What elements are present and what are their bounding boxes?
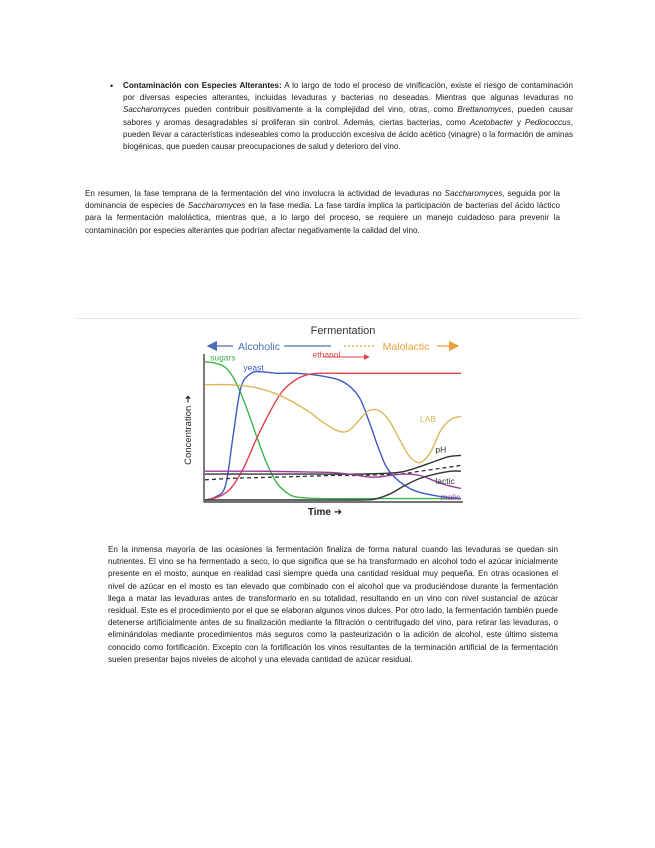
- series-yeast-line: [205, 372, 461, 500]
- fermentation-chart: [175, 318, 475, 523]
- series-label-sugars: sugars: [210, 352, 236, 363]
- bullet-text: , pueden llevar a características indeseables como la producción excesiva de ácido acético (vinagre) o la formación de aminas biogénicas, que pueden causar preocupaciones de salud y deterioro del vino.: [123, 117, 573, 152]
- bullet-heading: Contaminación con Especies Alterantes:: [123, 81, 282, 90]
- series-label-lactic: lactic: [435, 476, 455, 487]
- summary-italic: Saccharomyces: [187, 201, 246, 211]
- summary-paragraph: [85, 188, 560, 237]
- series-label-lab: LAB: [420, 414, 437, 425]
- phase-label-alcoholic: Alcoholic: [237, 341, 281, 353]
- y-axis-label-text: Concentration: [183, 405, 194, 465]
- series-label-malic: malic: [440, 492, 461, 502]
- summary-text: en la fase media. La fase tardía implica la participación de bacterias del ácido láctico para la fermentación maloláctica, mientras que, a lo largo del proceso, se requiere un manejo cuidadoso para prevenir la contaminación por especies alterantes que podrían afectar negativamente la calidad del vino.: [85, 201, 560, 235]
- summary-italic: Saccharomyces: [444, 189, 503, 198]
- summary-text: , seguida por la dominancia de especies de: [85, 189, 560, 211]
- chart-title: Fermentation: [310, 325, 376, 337]
- y-axis-label: Concentration ➜: [183, 395, 194, 465]
- final-paragraph: En la inmensa mayoría de las ocasiones la fermentación finaliza de forma natural cuando las levaduras se quedan sin nutrientes. El vino se ha fermentado a seco, lo que significa que se ha transformado en alcohol todo el azúcar inicialmente presente en el mosto, aunque en realidad casi siempre queda una cantidad residual muy pequeña. En otras ocasiones el nivel de azúcar en el mosto es tan elevado que combinado con el alcohol que va produciéndose durante la fermentación llega a matar las levaduras antes de transformarlo en su totalidad, resultando en un vino con nivel sustancial de azúcar residual. Este es el procedimiento por el que se elaboran algunos vinos dulces. Por otro lado, la fermentación también puede detenerse artificialmente antes de su finalización mediante la filtración o centrifugado del vino, para retirar las levaduras, o eliminándolas mediante procedimientos más seguros como la pasteurización o la adición de alcohol, este último sistema conocido como fortificación. Excepto con la fortificación los vinos resultantes de la terminación artificial de la fermentación suelen presentar bajos niveles de alcohol y una elevada cantidad de azúcar residual.: [108, 545, 558, 664]
- bullet-italic: Pediococcus: [524, 117, 571, 127]
- series-ethanol-line: [205, 373, 461, 500]
- x-axis-label-text: Time: [307, 507, 331, 518]
- bullet-italic: Brettanomyces: [457, 105, 512, 115]
- summary-text: En resumen, la fase temprana de la fermentación del vino involucra la actividad de levaduras no: [85, 189, 445, 198]
- bullet-text: , pueden causar sabores y aromas desagradables si proliferan sin control. Además, ciertas bacterias, como: [123, 105, 573, 127]
- series-layer: [205, 362, 461, 500]
- bullet-italic: Acetobacter: [469, 117, 513, 127]
- bullet-italic: Saccharomyces: [123, 105, 181, 115]
- labels-layer: [210, 349, 461, 502]
- series-label-ethanol: ethanol: [312, 349, 341, 360]
- bullet-text: pueden contribuir positivamente a la complejidad del vino, otras, como: [180, 105, 458, 115]
- bullet-dot: •: [110, 81, 114, 91]
- bullet-text: y: [512, 117, 525, 127]
- bullet-text: A lo largo de todo el proceso de vinificación, existe el riesgo de contaminación por diversas especies alterantes, incluidas levaduras y bacterias no deseadas. Mientras que algunas levaduras no: [123, 81, 573, 103]
- series-label-ph: pH: [435, 444, 447, 455]
- bullet-paragraph: [108, 80, 573, 153]
- series-label-yeast: yeast: [243, 362, 264, 373]
- x-axis-label: Time ➜: [307, 507, 343, 518]
- phase-label-malolactic: Malolactic: [382, 341, 430, 353]
